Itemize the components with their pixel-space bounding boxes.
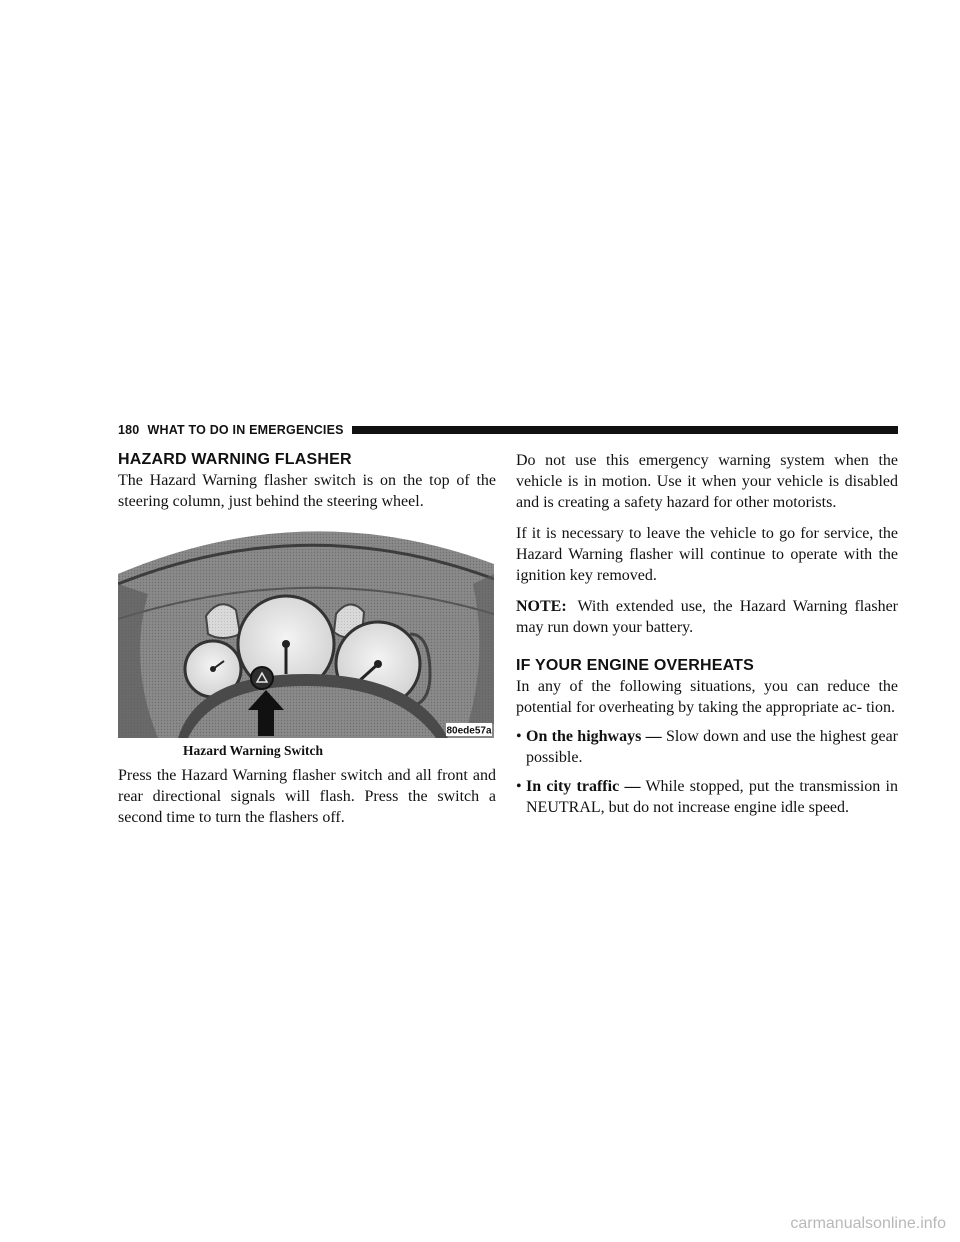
figure-caption: Hazard Warning Switch bbox=[182, 743, 324, 758]
section-title: WHAT TO DO IN EMERGENCIES bbox=[147, 423, 344, 437]
bullet-label: In city traffic — bbox=[526, 778, 641, 795]
instrument-cluster-illustration bbox=[118, 524, 494, 738]
bullet-label: On the highways — bbox=[526, 728, 662, 745]
figure-code: 80ede57a bbox=[446, 725, 492, 737]
service-paragraph: If it is necessary to leave the vehicle to go for service, the Hazard Warning flasher will continue to operate with the ignition key removed. bbox=[516, 525, 898, 584]
overheat-heading: IF YOUR ENGINE OVERHEATS bbox=[516, 657, 755, 674]
bullet-text: Slow down and use the highest gear possible. bbox=[526, 728, 898, 766]
bullet-text: While stopped, put the transmission in NEUTRAL, but do not increase engine idle speed. bbox=[526, 778, 898, 816]
right-column bbox=[516, 450, 898, 818]
bullet-dot: • bbox=[516, 778, 522, 795]
watermark: carmanualsonline.info bbox=[790, 1215, 946, 1232]
header-rule bbox=[352, 426, 898, 434]
left-column bbox=[118, 450, 496, 828]
page-header bbox=[118, 423, 898, 437]
overheat-intro-paragraph: In any of the following situations, you can reduce the potential for overheating by taking the appropriate ac- tion. bbox=[516, 678, 898, 716]
note-text: With extended use, the Hazard Warning flasher may run down your battery. bbox=[516, 598, 898, 636]
bullet-dot: • bbox=[516, 728, 522, 745]
battery-note bbox=[516, 596, 898, 638]
list-item bbox=[516, 726, 898, 768]
hazard-intro-paragraph: The Hazard Warning flasher switch is on the top of the steering column, just behind the steering wheel. bbox=[118, 472, 496, 510]
hazard-heading: HAZARD WARNING FLASHER bbox=[118, 451, 352, 468]
hazard-usage-paragraph: Press the Hazard Warning flasher switch and all front and rear directional signals will flash. Press the switch a second time to turn the flashers off. bbox=[118, 767, 496, 826]
hazard-switch-figure bbox=[118, 524, 494, 738]
motion-warning-paragraph: Do not use this emergency warning system when the vehicle is in motion. Use it when your vehicle is disabled and is creating a safety hazard for other motorists. bbox=[516, 452, 898, 511]
page-number: 180 bbox=[118, 423, 140, 437]
note-label: NOTE: bbox=[516, 598, 567, 615]
list-item bbox=[516, 776, 898, 818]
